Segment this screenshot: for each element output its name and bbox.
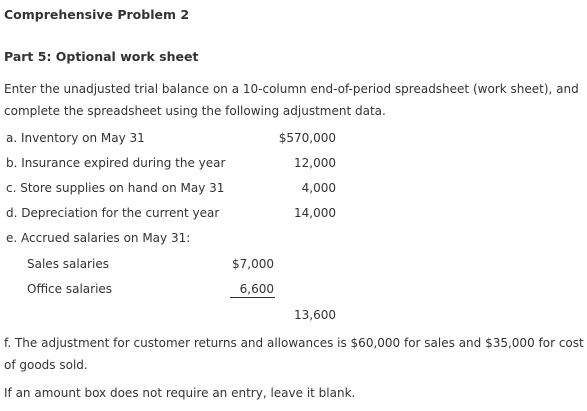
adjustment-e-label: e. Accrued salaries on May 31: [6, 231, 191, 245]
office-salaries-label: Office salaries [27, 282, 113, 296]
accrued-salaries-total-row [0, 306, 587, 324]
adjustment-d-row [0, 204, 587, 222]
adjustment-e-row [0, 229, 587, 247]
part-title: Part 5: Optional work sheet [4, 49, 199, 64]
intro-text: Enter the unadjusted trial balance on a 10-column end-of-period spreadsheet (work sheet), and complete the spreadsheet using the following adjustment data. [4, 82, 579, 118]
adjustment-f-text: f. The adjustment for customer returns and allowances is $60,000 for sales and $35,000 for cost of goods sold. [4, 336, 584, 372]
adjustment-b-label: b. Insurance expired during the year [6, 156, 226, 170]
instruction-note: If an amount box does not require an entry, leave it blank. [4, 386, 356, 400]
adjustment-b-amount: 12,000 [294, 156, 336, 170]
problem-title: Comprehensive Problem 2 [4, 7, 190, 22]
adjustment-c-amount: 4,000 [301, 181, 336, 195]
adjustment-c-row [0, 179, 587, 197]
office-salaries-row [0, 280, 587, 298]
adjustment-a-label: a. Inventory on May 31 [6, 131, 145, 145]
office-salaries-amount: 6,600 [239, 282, 274, 296]
adjustment-a-amount: $570,000 [278, 131, 336, 145]
adjustment-a-row [0, 129, 587, 147]
sales-salaries-label: Sales salaries [27, 257, 109, 271]
sales-salaries-row [0, 255, 587, 273]
adjustment-d-label: d. Depreciation for the current year [6, 206, 220, 220]
subtotal-underline [230, 297, 275, 298]
adjustment-c-label: c. Store supplies on hand on May 31 [6, 181, 225, 195]
adjustment-b-row [0, 154, 587, 172]
adjustment-d-amount: 14,000 [294, 206, 336, 220]
sales-salaries-amount: $7,000 [232, 257, 274, 271]
accrued-salaries-total: 13,600 [294, 308, 336, 322]
